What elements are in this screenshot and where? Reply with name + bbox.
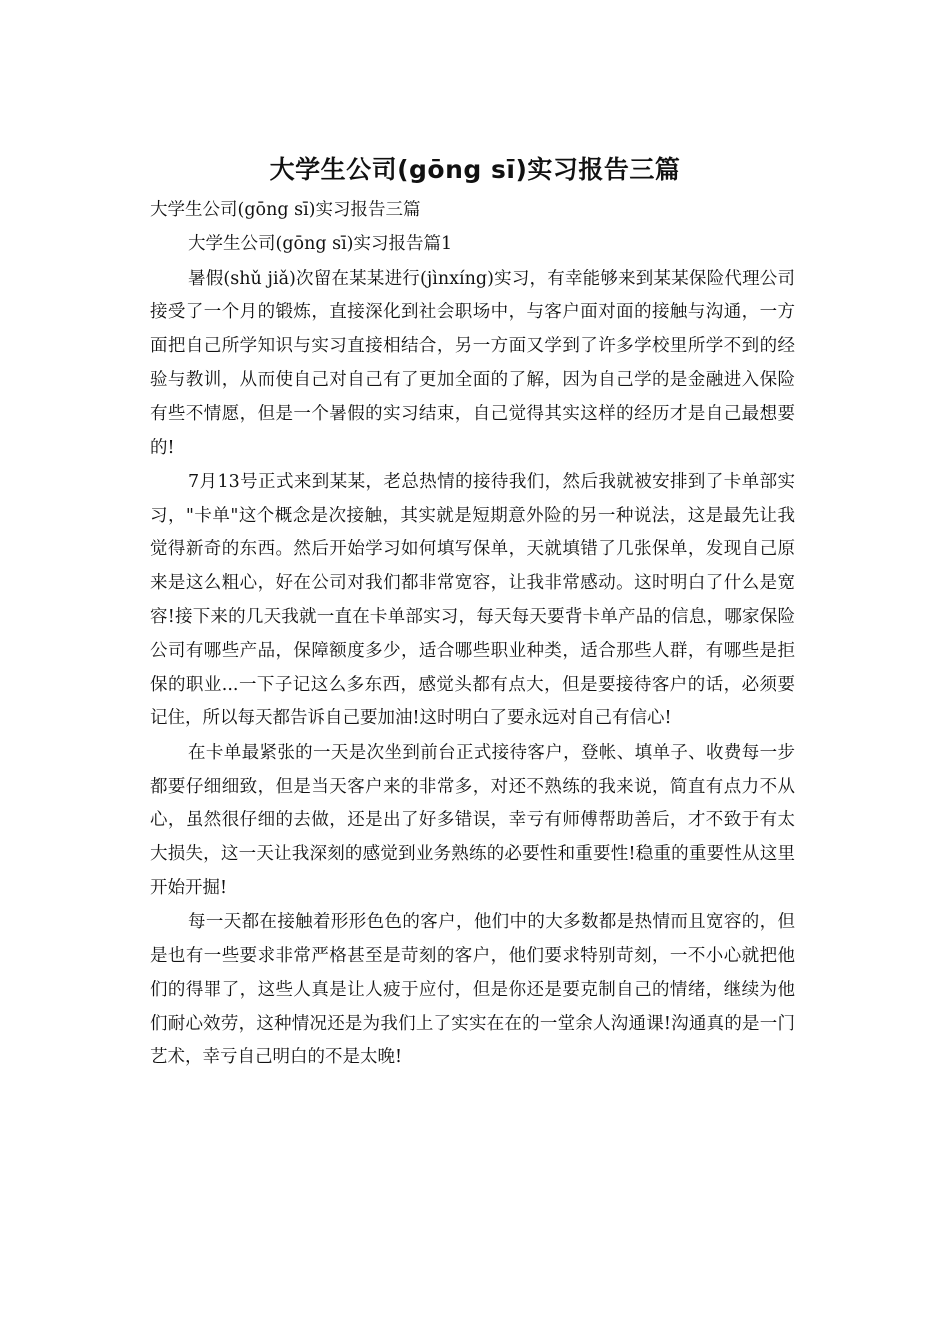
document-body (150, 194, 795, 1075)
paragraph: 7月13号正式来到某某，老总热情的接待我们，然后我就被安排到了卡单部实习，"卡单"这个概念是次接触，其实就是短期意外险的另一种说法，这是最先让我觉得新奇的东西。然后开始学习如何填写保单，天就填错了几张保单，发现自己原来是这么粗心，好在公司对我们都非常宽容，让我非常感动。这时明白了什么是宽容!接下来的几天我就一直在卡单部实习，每天每天要背卡单产品的信息，哪家保险公司有哪些产品，保障额度多少，适合哪些职业种类，适合那些人群，有哪些是拒保的职业...一下子记这么多东西，感觉头都有点大，但是要接待客户的话，必须要记住，所以每天都告诉自己要加油!这时明白了要永远对自己有信心! (150, 471, 795, 729)
section-heading: 大学生公司(gōng sī)实习报告篇1 (188, 234, 453, 255)
paragraph: 在卡单最紧张的一天是次坐到前台正式接待客户，登帐、填单子、收费每一步都要仔细细致，但是当天客户来的非常多，对还不熟练的我来说，简直有点力不从心，虽然很仔细的去做，还是出了好多错误，幸亏有师傅帮助善后，才不致于有太大损失，这一天让我深刻的感觉到业务熟练的必要性和重要性!稳重的重要性从这里开始开掘! (150, 742, 795, 898)
paragraph: 每一天都在接触着形形色色的客户，他们中的大多数都是热情而且宽容的，但是也有一些要求非常严格甚至是苛刻的客户，他们要求特别苛刻，一不小心就把他们的得罪了，这些人真是让人疲于应付，但是你还是要克制自己的情绪，继续为他们耐心效劳，这种情况还是为我们上了实实在在的一堂余人沟通课!沟通真的是一门艺术，幸亏自己明白的不是太晚! (150, 912, 795, 1068)
paragraph: 暑假(shǔ jiǎ)次留在某某进行(jìnxíng)实习，有幸能够来到某某保险代理公司接受了一个月的锻炼，直接深化到社会职场中，与客户面对面的接触与沟通，一方面把自己所学知识与实习直接相结合，另一方面又学到了许多学校里所学不到的经验与教训，从而使自己对自己有了更加全面的了解，因为自己学的是金融进入保险有些不情愿，但是一个暑假的实习结束，自己觉得其实这样的经历才是自己最想要的! (150, 268, 795, 458)
document-title: 大学生公司(gōng sī)实习报告三篇 (269, 155, 681, 184)
subtitle-line: 大学生公司(gōng sī)实习报告三篇 (150, 200, 421, 220)
